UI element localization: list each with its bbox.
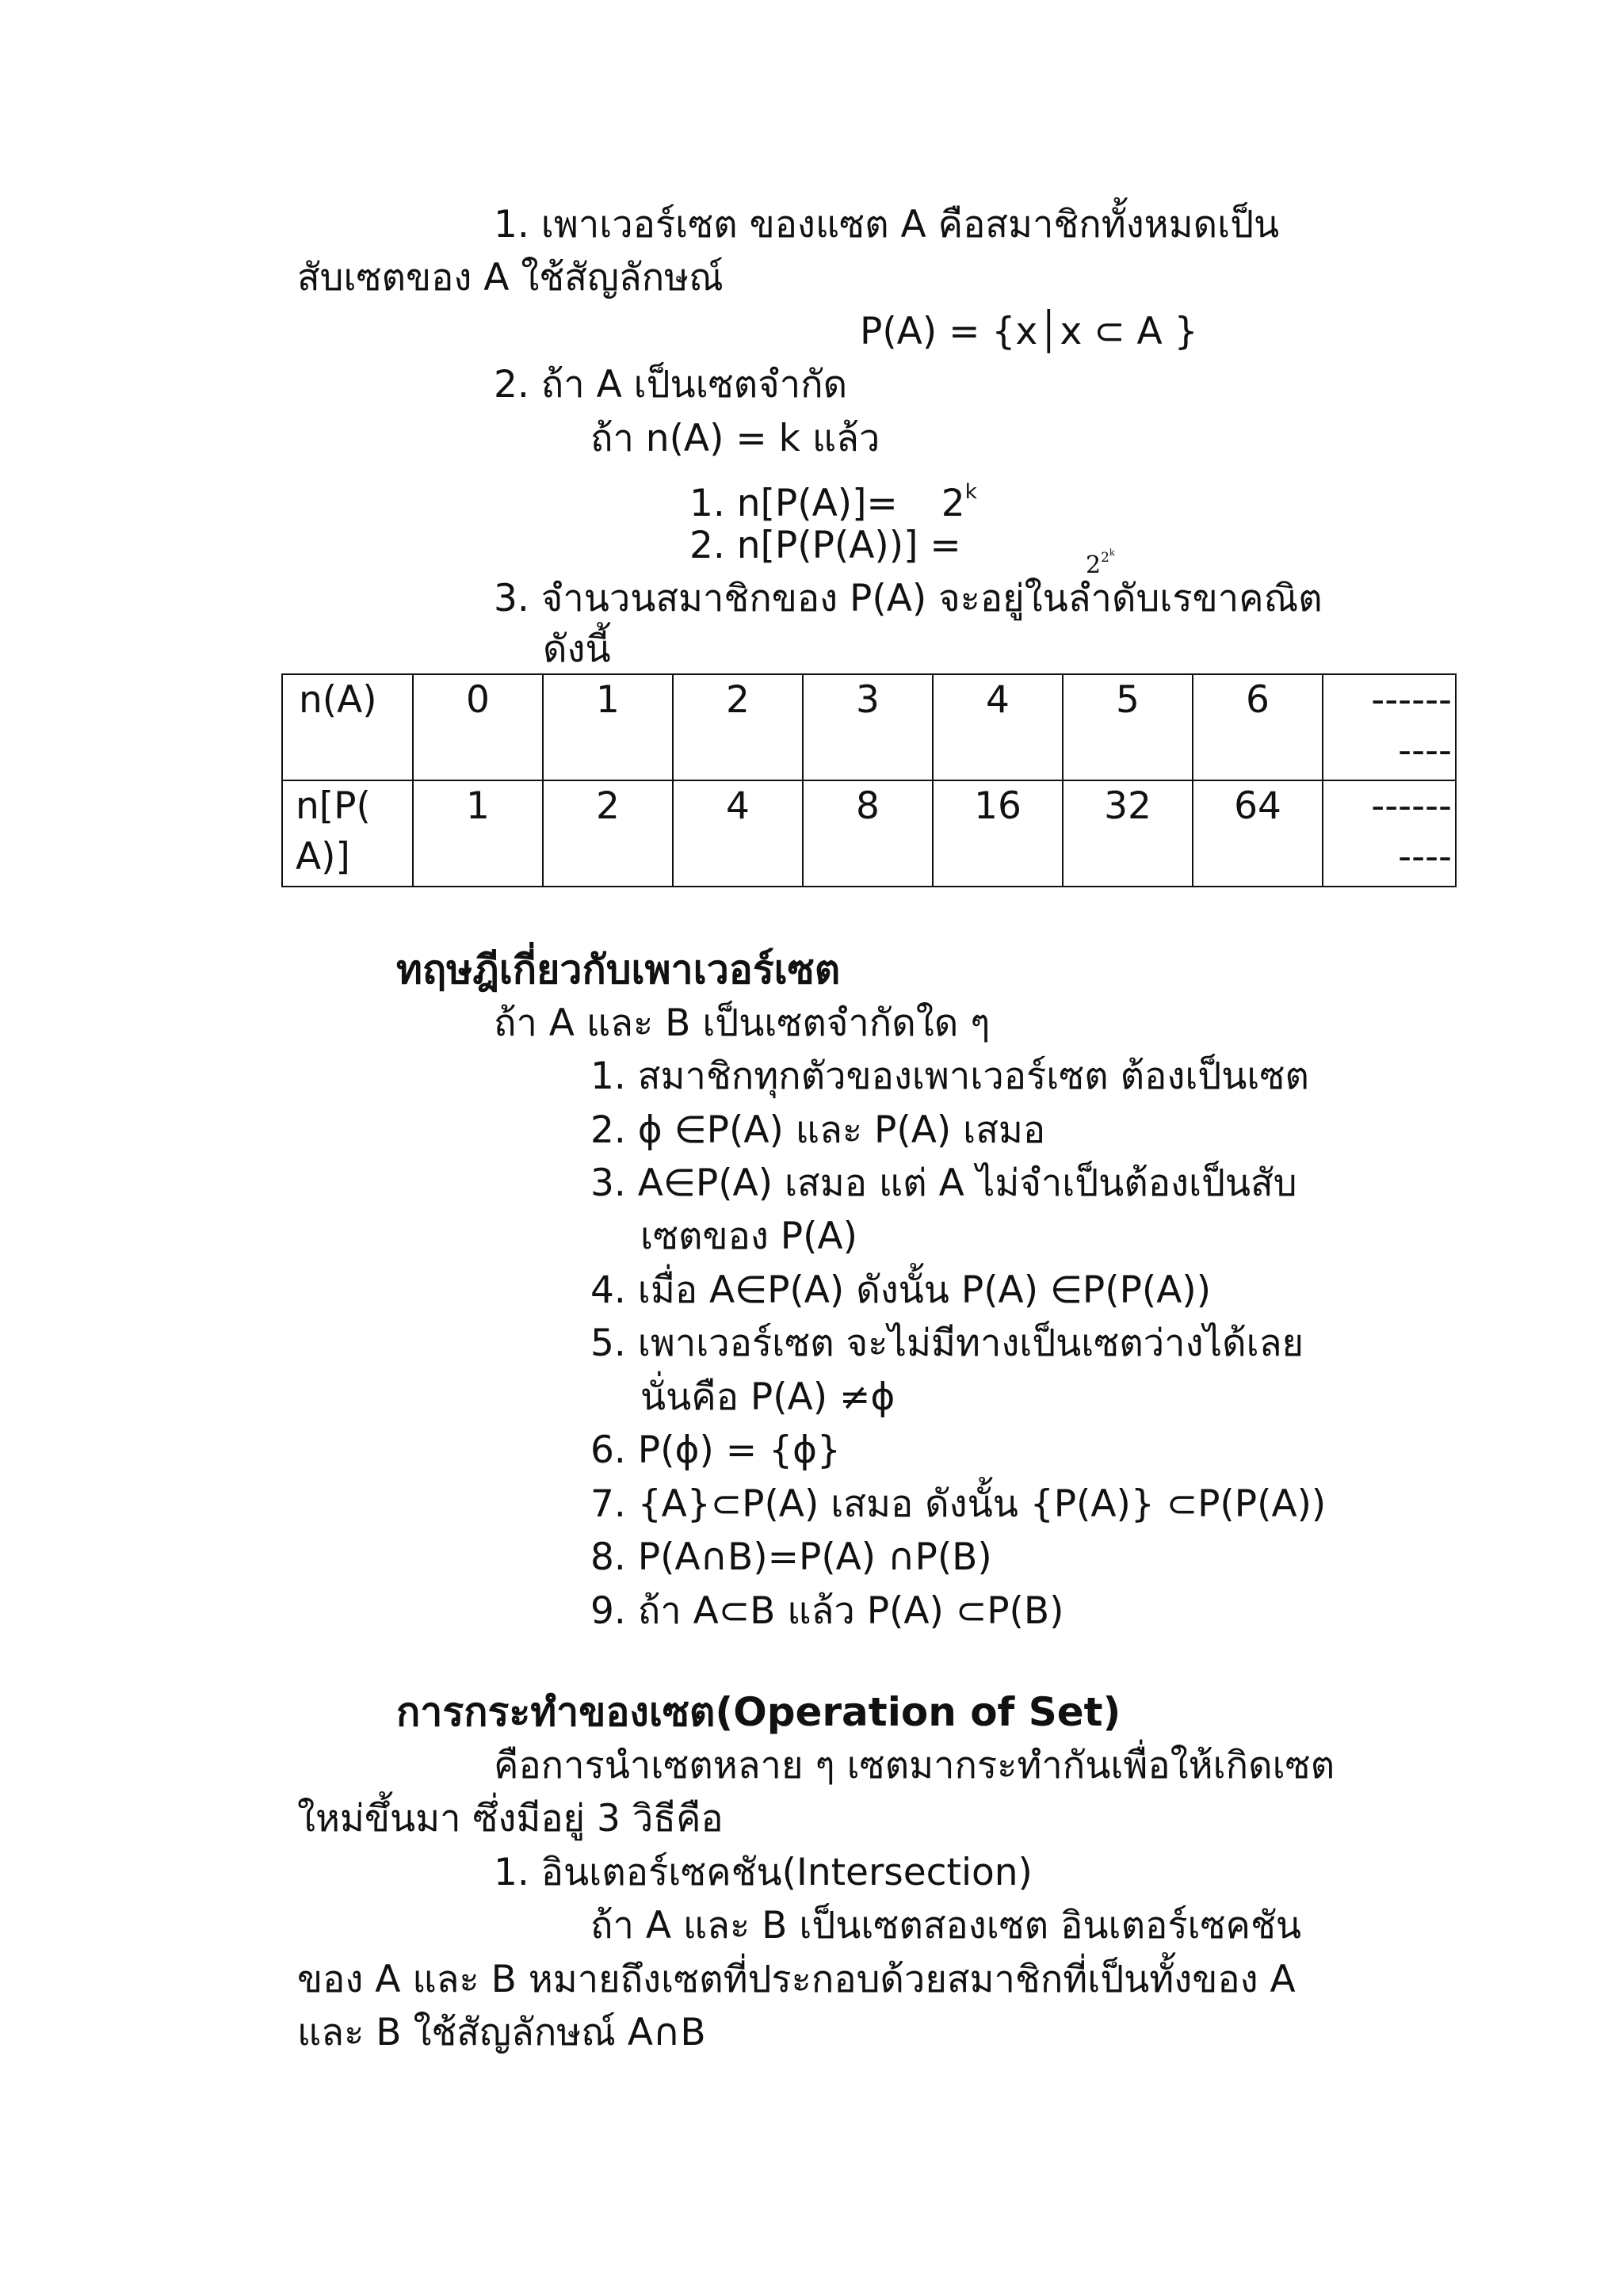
table-cell: 32 bbox=[1063, 780, 1193, 887]
theorem-8: 8. P(A∩B)=P(A) ∩P(B) bbox=[590, 1535, 992, 1579]
theorem-5-line1: 5. เพาเวอร์เซต จะไม่มีทางเป็นเซตว่างได้เลย bbox=[590, 1322, 1304, 1365]
theorem-3-line1: 3. A∈P(A) เสมอ แต่ A ไม่จำเป็นต้องเป็นสับ bbox=[590, 1161, 1297, 1205]
table-cell: 6 bbox=[1193, 674, 1323, 780]
sub-item-2 bbox=[689, 522, 961, 570]
table-row bbox=[282, 674, 1456, 780]
table-cell: 4 bbox=[673, 780, 803, 887]
table-cell: 16 bbox=[933, 780, 1063, 887]
operations-intro-line1: คือการนำเซตหลาย ๆ เซตมากระทำกันเพื่อให้เกิดเซต bbox=[494, 1744, 1335, 1787]
theorem-1: 1. สมาชิกทุกตัวของเพาเวอร์เซต ต้องเป็นเซต bbox=[590, 1055, 1309, 1098]
item1-line2: สับเซตของ A ใช้สัญลักษณ์ bbox=[297, 256, 724, 299]
table-cell: ------ ---- bbox=[1323, 674, 1456, 780]
table-row bbox=[282, 780, 1456, 887]
table-cell: 0 bbox=[413, 674, 543, 780]
sub2-exp-exp: k bbox=[1109, 547, 1115, 558]
theorem-2: 2. ϕ ∈P(A) และ P(A) เสมอ bbox=[590, 1108, 1046, 1152]
table-cell: 1 bbox=[413, 780, 543, 887]
intersection-line3: และ B ใช้สัญลักษณ์ A∩B bbox=[297, 2011, 706, 2054]
intersection-line2: ของ A และ B หมายถึงเซตที่ประกอบด้วยสมาชิกที่เป็นทั้งของ A bbox=[297, 1958, 1296, 2001]
theorems-intro: ถ้า A และ B เป็นเซตจำกัดใด ๆ bbox=[494, 1001, 991, 1045]
item1-line1: 1. เพาเวอร์เซต ของแซต A คือสมาชิกทั้งหมดเป็น bbox=[494, 203, 1280, 246]
intersection-title: 1. อินเตอร์เซคชัน(Intersection) bbox=[494, 1851, 1033, 1894]
powerset-size-table bbox=[281, 673, 1457, 887]
table-cell: 8 bbox=[803, 780, 933, 887]
table-cell: 4 bbox=[933, 674, 1063, 780]
table-cell: n[P( A)] bbox=[282, 780, 413, 887]
powerset-formula: P(A) = {x│x ⊂ A } bbox=[860, 310, 1198, 353]
table-cell: 5 bbox=[1063, 674, 1193, 780]
table-cell: 64 bbox=[1193, 780, 1323, 887]
table-cell: ------ ---- bbox=[1323, 780, 1456, 887]
theorem-3-line2: เซตของ P(A) bbox=[640, 1215, 857, 1258]
item3-line1: 3. จำนวนสมาชิกของ P(A) จะอยู่ในลำดับเรขาคณิต bbox=[494, 577, 1323, 620]
table-cell: 1 bbox=[543, 674, 673, 780]
theorem-5-line2: นั่นคือ P(A) ≠ϕ bbox=[640, 1375, 896, 1419]
theorem-7: 7. {A}⊂P(A) เสมอ ดังนั้น {P(A)} ⊂P(P(A)) bbox=[590, 1482, 1327, 1526]
table-cell: n(A) bbox=[282, 674, 413, 780]
table-cell: 2 bbox=[673, 674, 803, 780]
theorems-heading: ทฤษฎีเกี่ยวกับเพาเวอร์เซต bbox=[396, 947, 841, 993]
theorem-9: 9. ถ้า A⊂B แล้ว P(A) ⊂P(B) bbox=[590, 1589, 1064, 1633]
sub1-lhs: 1. n[P(A)]= bbox=[689, 482, 898, 525]
table-cell: 3 bbox=[803, 674, 933, 780]
sub2-base: 2 bbox=[1086, 551, 1102, 579]
intersection-line1: ถ้า A และ B เป็นเซตสองเซต อินเตอร์เซคชัน bbox=[590, 1904, 1301, 1947]
theorem-6: 6. P(ϕ) = {ϕ} bbox=[590, 1428, 841, 1472]
sub2-exp-base: 2 bbox=[1101, 550, 1109, 566]
sub1-exponent: k bbox=[964, 480, 977, 504]
theorem-4: 4. เมื่อ A∈P(A) ดังนั้น P(A) ∈P(P(A)) bbox=[590, 1268, 1212, 1312]
sub1-base: 2 bbox=[941, 482, 965, 525]
item2: 2. ถ้า A เป็นเซตจำกัด bbox=[494, 363, 848, 406]
sub2-lhs: 2. n[P(P(A))] = bbox=[689, 524, 961, 567]
operations-heading: การกระทำของเซต(Operation of Set) bbox=[396, 1689, 1121, 1735]
item2-condition: ถ้า n(A) = k แล้ว bbox=[590, 417, 880, 460]
operations-intro-line2: ใหม่ขึ้นมา ซึ่งมีอยู่ 3 วิธีคือ bbox=[297, 1797, 724, 1840]
table-cell: 2 bbox=[543, 780, 673, 887]
sub-item-1 bbox=[689, 468, 977, 528]
item3-line2: ดังนี้ bbox=[543, 627, 611, 671]
